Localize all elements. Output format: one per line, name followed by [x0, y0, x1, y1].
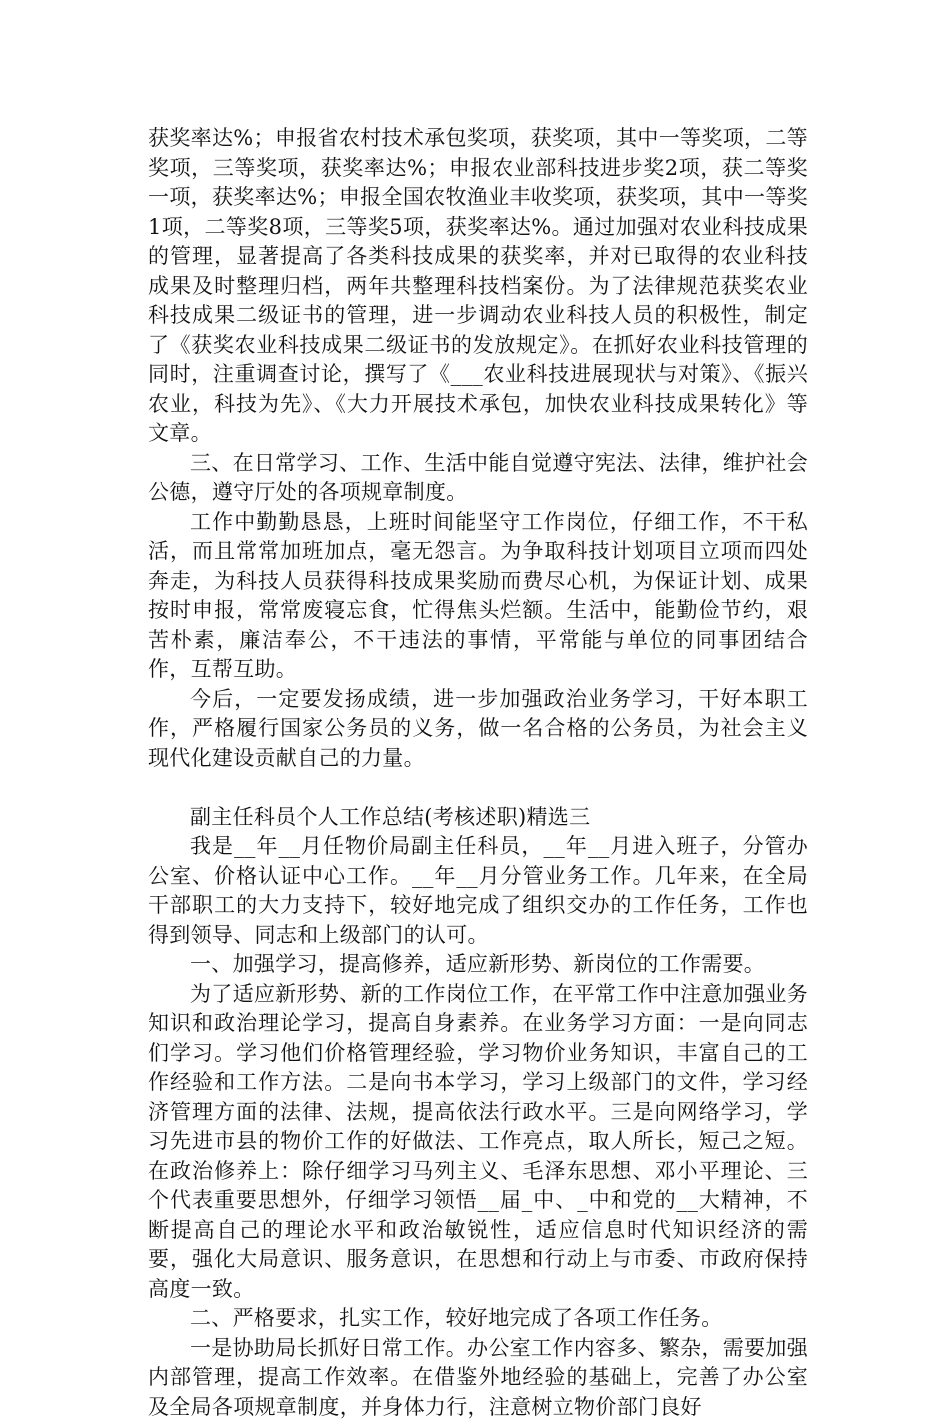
paragraph-section-three-heading: 三、在日常学习、工作、生活中能自觉遵守宪法、法律，维护社会公德，遵守厅处的各项规章制度。 [148, 449, 808, 508]
paragraph-point-one-heading: 一、加强学习，提高修养，适应新形势、新岗位的工作需要。 [148, 950, 808, 980]
paragraph-awards-summary: 获奖率达%；申报省农村技术承包奖项，获奖项，其中一等奖项，二等奖项，三等奖项，获奖率达%；申报农业部科技进步奖2项，获二等奖一项，获奖率达%；申报全国农牧渔业丰收奖项，获奖项，其中一等奖1项，二等奖8项，三等奖5项，获奖率达%。通过加强对农业科技成果的管理，显著提高了各类科技成果的获奖率，并对已取得的农业科技成果及时整理归档，两年共整理科技档案份。为了法律规范获奖农业科技成果二级证书的管理，进一步调动农业科技人员的积极性，制定了《获奖农业科技成果二级证书的发放规定》。在抓好农业科技管理的同时，注重调查讨论，撰写了《___农业科技进展现状与对策》、《振兴农业，科技为先》、《大力开展技术承包，加快农业科技成果转化》等文章。 [148, 124, 808, 449]
paragraph-blank-line [148, 773, 808, 803]
paragraph-daily-work: 一是协助局长抓好日常工作。办公室工作内容多、繁杂，需要加强内部管理，提高工作效率。在借鉴外地经验的基础上，完善了办公室及全局各项规章制度，并身体力行，注意树立物价部门良好 [148, 1334, 808, 1422]
section-title: 副主任科员个人工作总结(考核述职)精选三 [148, 803, 808, 833]
paragraph-point-two-heading: 二、严格要求，扎实工作，较好地完成了各项工作任务。 [148, 1304, 808, 1334]
paragraph-study-details: 为了适应新形势、新的工作岗位工作，在平常工作中注意加强业务知识和政治理论学习，提高自身素养。在业务学习方面：一是向同志们学习。学习他们价格管理经验，学习物价业务知识，丰富自己的工作经验和工作方法。二是向书本学习，学习上级部门的文件，学习经济管理方面的法律、法规，提高依法行政水平。三是向网络学习，学习先进市县的物价工作的好做法、工作亮点，取人所长，短己之短。在政治修养上：除仔细学习马列主义、毛泽东思想、邓小平理论、三个代表重要思想外，仔细学习领悟__届_中、_中和党的__大精神，不断提高自己的理论水平和政治敏锐性，适应信息时代知识经济的需要，强化大局意识、服务意识，在思想和行动上与市委、市政府保持高度一致。 [148, 980, 808, 1305]
document-body [148, 124, 808, 1422]
paragraph-introduction: 我是__年__月任物价局副主任科员，__年__月进入班子，分管办公室、价格认证中心工作。__年__月分管业务工作。几年来，在全局干部职工的大力支持下，较好地完成了组织交办的工作任务，工作也得到领导、同志和上级部门的认可。 [148, 832, 808, 950]
paragraph-work-attitude: 工作中勤勤恳恳，上班时间能坚守工作岗位，仔细工作，不干私活，而且常常加班加点，毫无怨言。为争取科技计划项目立项而四处奔走，为科技人员获得科技成果奖励而费尽心机，为保证计划、成果按时申报，常常废寝忘食，忙得焦头烂额。生活中，能勤俭节约，艰苦朴素，廉洁奉公，不干违法的事情，平常能与单位的同事团结合作，互帮互助。 [148, 508, 808, 685]
paragraph-future-plan: 今后，一定要发扬成绩，进一步加强政治业务学习，干好本职工作，严格履行国家公务员的义务，做一名合格的公务员，为社会主义现代化建设贡献自己的力量。 [148, 685, 808, 774]
